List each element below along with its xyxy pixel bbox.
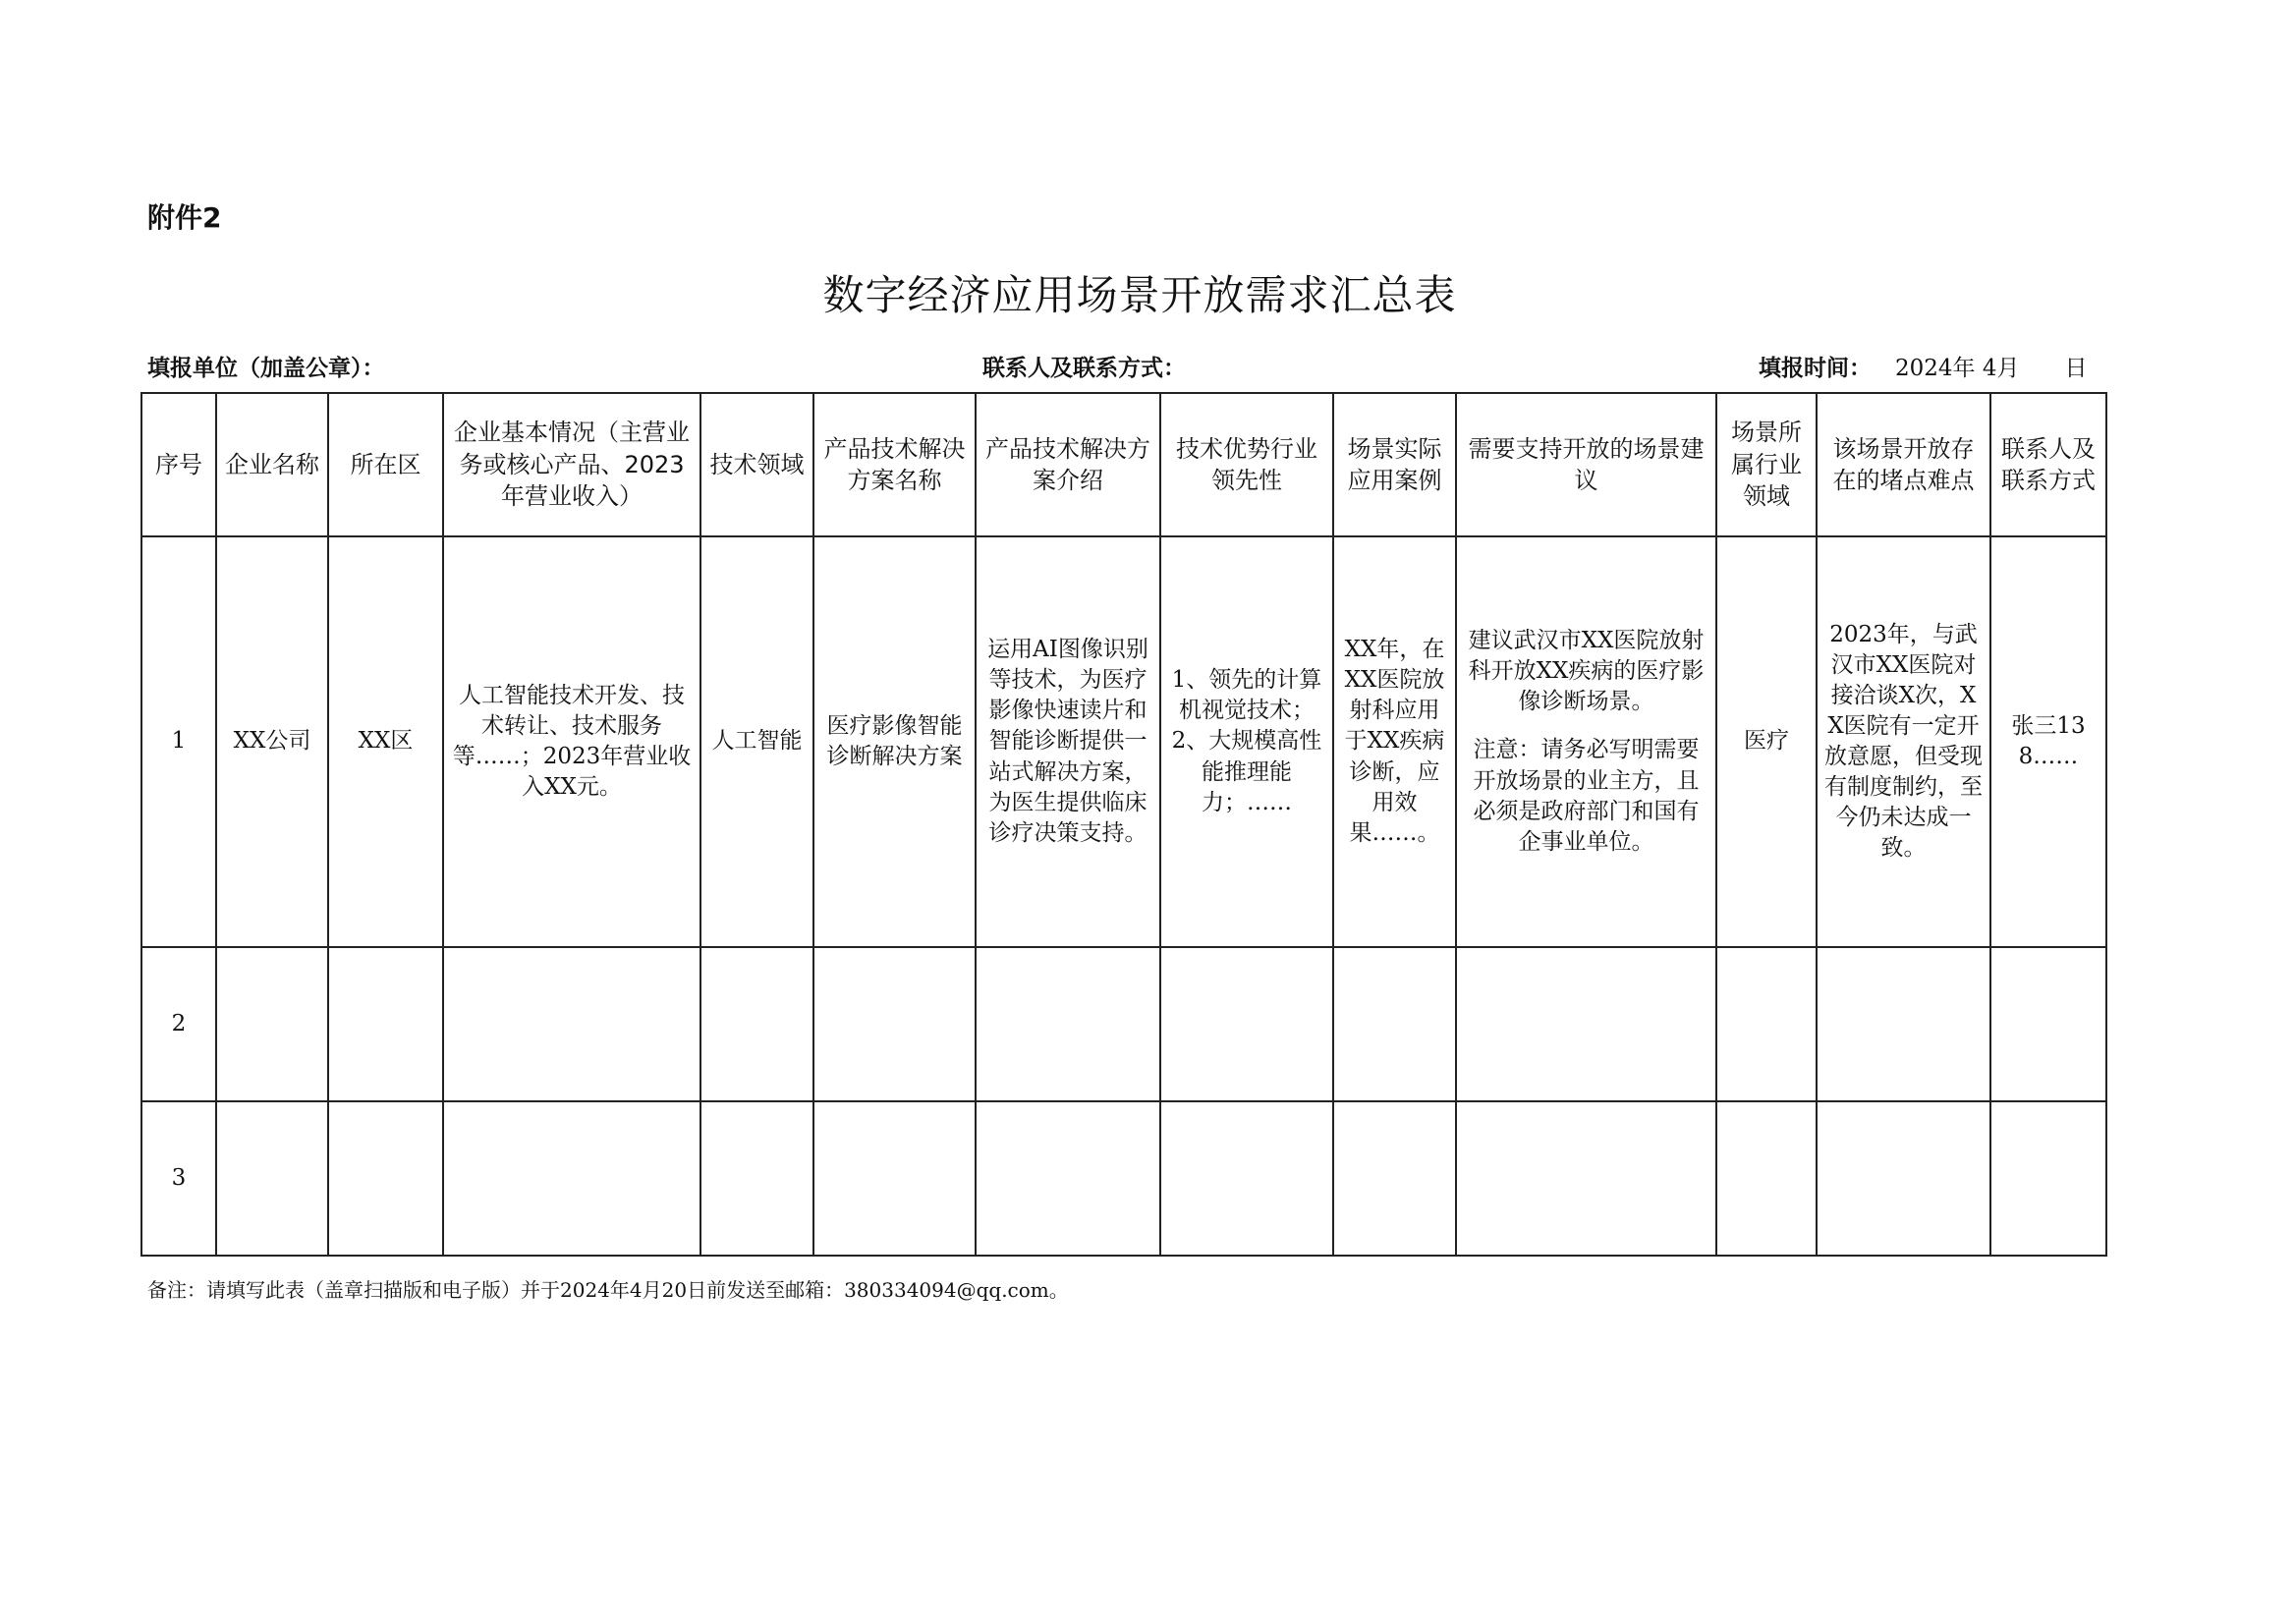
header-cell: 企业名称 [216,393,328,536]
company-basic-info: 人工智能技术开发、技术转让、技术服务等……；2023年营业收入XX元。 [443,536,700,947]
header-cell: 场景所属行业领域 [1716,393,1817,536]
suggestion-note: 注意：请务必写明需要开放场景的业主方，且必须是政府部门和国有企事业单位。 [1473,737,1700,855]
summary-table [140,392,2107,1257]
table-row [141,1101,2106,1256]
district: XX区 [328,536,443,947]
attachment-label: 附件2 [147,201,222,234]
table-row [141,536,2106,947]
tech-field: 人工智能 [700,536,813,947]
page-title: 数字经济应用场景开放需求汇总表 [822,271,1457,319]
header-cell: 场景实际应用案例 [1333,393,1456,536]
table-row [141,947,2106,1101]
difficulty: 2023年，与武汉市XX医院对接洽谈X次，XX医院有一定开放意愿，但受现有制度制约，至今仍未达成一致。 [1817,536,1990,947]
fill-time [1759,350,2087,382]
header-cell: 产品技术解决方案介绍 [976,393,1160,536]
footnote: 备注：请填写此表（盖章扫描版和电子版）并于2024年4月20日前发送至邮箱：380334094@qq.com。 [147,1278,1069,1302]
suggestion-text: 建议武汉市XX医院放射科开放XX疾病的医疗影像诊断场景。 [1468,628,1705,715]
row-number: 1 [141,536,216,947]
tech-advantage: 1、领先的计算机视觉技术；2、大规模高性能推理能力；…… [1160,536,1333,947]
table-header-row [141,393,2106,536]
row-number: 3 [141,1101,216,1256]
contact-person: 张三138…… [1990,536,2106,947]
fill-date: 2024年 4月 日 [1895,356,2088,381]
header-cell: 该场景开放存在的堵点难点 [1817,393,1990,536]
header-cell: 联系人及联系方式 [1990,393,2106,536]
company-name: XX公司 [216,536,328,947]
header-cell: 企业基本情况（主营业务或核心产品、2023年营业收入） [443,393,700,536]
header-cell: 需要支持开放的场景建议 [1456,393,1716,536]
unit-label: 填报单位（加盖公章）： [147,355,385,381]
header-cell: 序号 [141,393,216,536]
application-case: XX年，在XX医院放射科应用于XX疾病诊断，应用效果……。 [1333,536,1456,947]
contact-label: 联系人及联系方式： [982,355,1186,381]
scene-suggestion [1456,536,1716,947]
time-label: 填报时间： [1759,355,1872,381]
header-cell: 产品技术解决方案名称 [813,393,976,536]
header-cell: 技术领域 [700,393,813,536]
header-cell: 技术优势行业领先性 [1160,393,1333,536]
header-cell: 所在区 [328,393,443,536]
solution-name: 医疗影像智能诊断解决方案 [813,536,976,947]
industry: 医疗 [1716,536,1817,947]
row-number: 2 [141,947,216,1101]
solution-intro: 运用AI图像识别等技术，为医疗影像快速读片和智能诊断提供一站式解决方案，为医生提供临床诊疗决策支持。 [976,536,1160,947]
